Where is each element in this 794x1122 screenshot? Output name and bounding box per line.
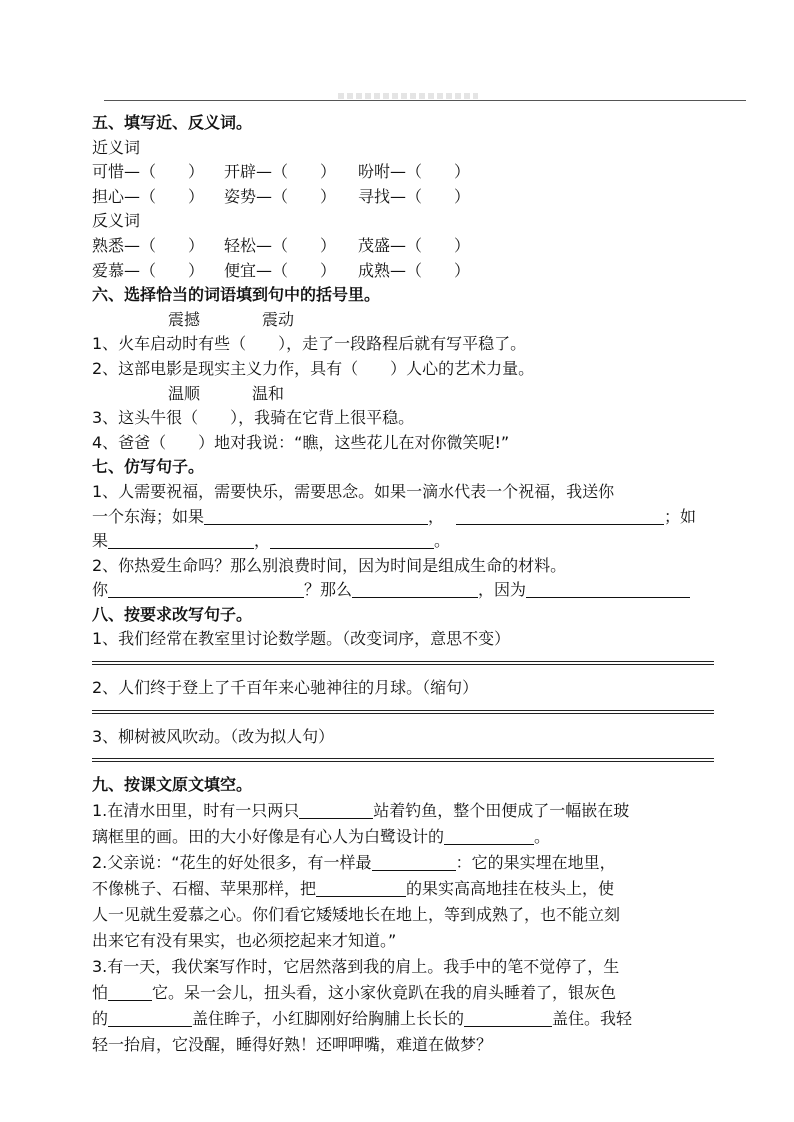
- answer-blank[interactable]: [352, 579, 478, 598]
- question: 2、这部电影是现实主义力作，具有（ ）人心的艺术力量。: [92, 358, 535, 378]
- sentence-text: 盖住。我轻: [552, 1008, 633, 1028]
- sentence-text: ：它的果实埋在地里，: [455, 852, 616, 872]
- answer-blank[interactable]: [299, 800, 373, 819]
- antonym-item: 茂盛—（ ）: [358, 235, 471, 255]
- section6-title: 六、选择恰当的词语填到句中的括号里。: [92, 285, 381, 305]
- question: 1、我们经常在教室里讨论数学题。（改变词序，意思不变）: [92, 629, 511, 649]
- sentence-text: 。: [434, 531, 451, 551]
- fill-line: [92, 505, 714, 530]
- sentence-text: 它。呆一会儿，扭头看，这小家伙竟趴在我的肩头睡着了，银灰色: [152, 982, 617, 1002]
- sentence-line: 3.有一天，我伏案写作时，它居然落到我的肩上。我手中的笔不觉停了，生: [92, 956, 620, 976]
- antonym-item: 便宜—（ ）: [224, 260, 337, 280]
- section7-title: 七、仿写句子。: [92, 457, 205, 477]
- synonym-item: 寻找—（ ）: [358, 186, 471, 206]
- question: 1、人需要祝福，需要快乐，需要思念。如果一滴水代表一个祝福，我送你: [92, 481, 615, 501]
- sentence-text: 盖住眸子，小红脚刚好给胸脯上长长的: [192, 1008, 465, 1028]
- antonym-item: 轻松—（ ）: [224, 235, 337, 255]
- sentence-line: 轻一抬肩，它没醒，睡得好熟！还呷呷嘴，难道在做梦？: [92, 1034, 493, 1054]
- question: 2、你热爱生命吗？那么别浪费时间，因为时间是组成生命的材料。: [92, 555, 567, 575]
- section9-title: 九、按课文原文填空。: [92, 775, 253, 795]
- synonym-label: 近义词: [92, 137, 141, 157]
- sentence-text: 2.父亲说：“花生的好处很多，有一样最: [92, 852, 372, 872]
- sentence-text: 的果实高高地挂在枝头上，使: [406, 878, 615, 898]
- sentence-text: 。: [534, 826, 551, 846]
- answer-blank[interactable]: [204, 506, 428, 525]
- antonym-label: 反义词: [92, 211, 141, 231]
- synonym-item: 担心—（ ）: [92, 186, 205, 206]
- synonym-row: [92, 185, 714, 210]
- question: 4、爸爸（ ）地对我说：“瞧，这些花儿在对你微笑呢!”: [92, 432, 510, 452]
- answer-blank[interactable]: [444, 826, 534, 845]
- answer-blank[interactable]: [464, 1008, 552, 1027]
- fill-line: [92, 578, 714, 603]
- sentence-text: 璃框里的画。田的大小好像是有心人为白鹭设计的: [92, 826, 445, 846]
- answer-blank[interactable]: [108, 530, 254, 549]
- worksheet: [92, 111, 714, 1058]
- answer-line[interactable]: [92, 701, 714, 725]
- fill-line: [92, 1006, 714, 1032]
- synonym-item: 开辟—（ ）: [224, 162, 337, 182]
- answer-blank[interactable]: [456, 506, 664, 525]
- sentence-text: 怕: [92, 982, 109, 1002]
- fill-line: [92, 850, 714, 876]
- question: 3、这头牛很（ ），我骑在它背上很平稳。: [92, 408, 415, 428]
- sentence-text: ，因为: [478, 580, 527, 600]
- fill-line: [92, 876, 714, 902]
- sentence-text: 不像桃子、石榴、苹果那样，把: [92, 878, 317, 898]
- fill-line: [92, 824, 714, 850]
- section5-title: 五、填写近、反义词。: [92, 113, 253, 132]
- answer-blank[interactable]: [316, 878, 406, 897]
- fill-line: [92, 798, 714, 824]
- answer-line[interactable]: [92, 749, 714, 773]
- sentence-text: ，: [254, 531, 271, 551]
- sentence-text: ？那么: [304, 580, 353, 600]
- synonym-row: [92, 160, 714, 185]
- answer-blank[interactable]: [108, 579, 304, 598]
- sentence-text: 果: [92, 531, 109, 551]
- question: 3、柳树被风吹动。（改为拟人句）: [92, 726, 335, 746]
- sentence-text: ；如: [664, 506, 697, 526]
- sentence-line: 人一见就生爱慕之心。你们看它矮矮地长在地上，等到成熟了，也不能立刻: [92, 904, 621, 924]
- header-rule: [104, 100, 746, 101]
- fill-line: [92, 980, 714, 1006]
- sentence-text: 1.在清水田里，时有一只两只: [92, 800, 300, 820]
- sentence-text: 你: [92, 580, 109, 600]
- question: 1、火车启动时有些（ ），走了一段路程后就有写平稳了。: [92, 334, 527, 354]
- word-choices: [92, 308, 714, 333]
- sentence-text: 一个东海；如果: [92, 506, 205, 526]
- synonym-item: 可惜—（ ）: [92, 162, 205, 182]
- sentence-text: 站着钓鱼，整个田便成了一幅嵌在玻: [373, 800, 630, 820]
- word-choice: 震动: [262, 309, 295, 329]
- question: 2、人们终于登上了千百年来心驰神往的月球。（缩句）: [92, 678, 479, 698]
- antonym-item: 成熟—（ ）: [358, 260, 471, 280]
- answer-blank[interactable]: [270, 530, 434, 549]
- sentence-text: 的: [92, 1008, 109, 1028]
- word-choice: 温和: [252, 383, 285, 403]
- answer-line[interactable]: [92, 652, 714, 676]
- answer-blank[interactable]: [372, 852, 456, 871]
- section8-title: 八、按要求改写句子。: [92, 604, 253, 624]
- answer-blank[interactable]: [108, 1008, 192, 1027]
- sentence-line: 出来它有没有果实，也必须挖起来才知道。”: [92, 930, 397, 950]
- synonym-item: 姿势—（ ）: [224, 186, 337, 206]
- antonym-item: 爱慕—（ ）: [92, 260, 205, 280]
- answer-blank[interactable]: [526, 579, 690, 598]
- synonym-item: 吩咐—（ ）: [358, 162, 471, 182]
- sentence-text: ，: [428, 506, 445, 526]
- antonym-row: [92, 234, 714, 259]
- word-choice: 温顺: [168, 383, 201, 403]
- word-choice: 震撼: [168, 309, 201, 329]
- answer-blank[interactable]: [108, 982, 152, 1001]
- word-choices: [92, 382, 714, 407]
- antonym-row: [92, 259, 714, 284]
- header-smudge: [338, 93, 478, 99]
- fill-line: [92, 529, 714, 554]
- antonym-item: 熟悉—（ ）: [92, 235, 205, 255]
